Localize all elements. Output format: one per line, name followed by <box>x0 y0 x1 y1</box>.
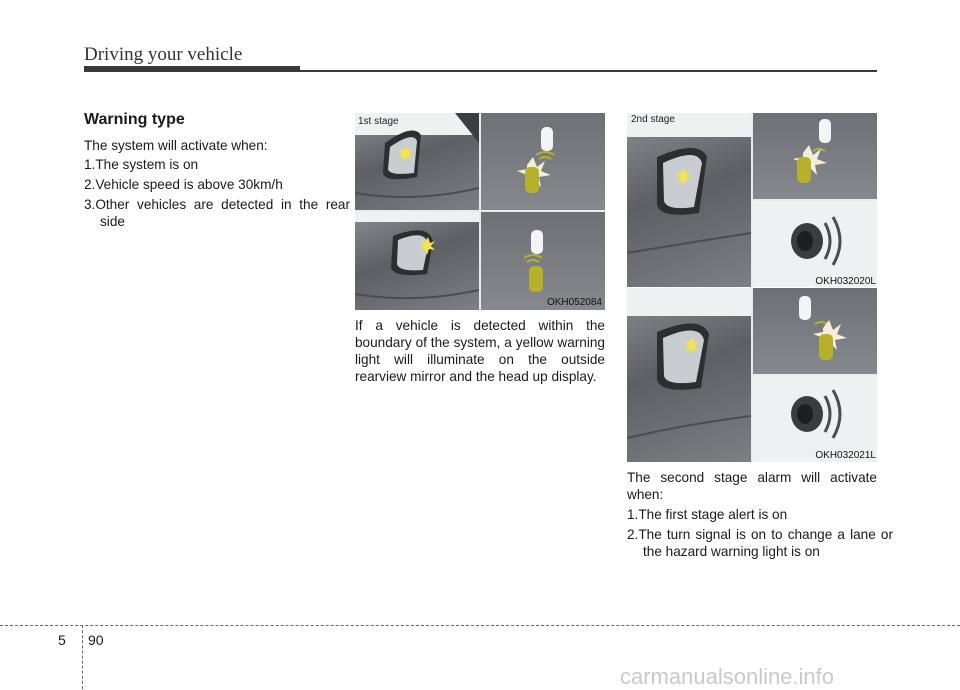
watermark: carmanualsonline.info <box>620 664 835 689</box>
header-rule <box>300 70 877 72</box>
road-panel-top <box>481 113 605 210</box>
car-icon <box>529 266 543 292</box>
speaker-icon <box>753 201 877 287</box>
footer-divider <box>82 625 83 689</box>
chapter-number: 5 <box>58 632 66 648</box>
road-illustration <box>753 288 877 374</box>
mirror-illustration <box>627 288 751 462</box>
header-bar <box>84 66 300 72</box>
mirror-panel <box>627 113 751 287</box>
intro-text: The system will activate when: <box>84 138 268 153</box>
footer-rule <box>0 625 960 626</box>
car-icon <box>797 157 811 183</box>
figure-code: OKH052084 <box>546 297 602 308</box>
figure-second-stage <box>627 113 877 287</box>
list-item: 2.Vehicle speed is above 30km/h <box>84 177 283 192</box>
car-icon <box>819 334 833 360</box>
mirror-illustration <box>627 113 751 287</box>
list-item: 2.The turn signal is on to change a lane or the hazard warning light is on <box>627 527 893 559</box>
mirror-illustration <box>355 212 479 310</box>
road-panel-bottom <box>481 212 605 310</box>
figure-code: OKH032021L <box>815 450 876 461</box>
list-item: 3.Other vehicles are detected in the rear side <box>84 197 350 229</box>
section-title: Warning type <box>84 111 185 128</box>
road-illustration <box>481 113 605 210</box>
figure-code: OKH032020L <box>815 276 876 287</box>
stage-label: 2nd stage <box>631 114 675 125</box>
middle-paragraph: If a vehicle is detected within the boundary of the system, a yellow warning light will illuminate on the outside rearview mirror and the head up display. <box>355 318 605 384</box>
header-title: Driving your vehicle <box>84 44 243 65</box>
list-item: 1.The system is on <box>84 157 199 172</box>
road-illustration <box>481 212 605 310</box>
mirror-panel-top <box>355 113 479 210</box>
page-number: 90 <box>88 632 104 648</box>
car-icon <box>525 167 539 193</box>
speaker-panel <box>753 201 877 287</box>
road-illustration <box>753 113 877 199</box>
road-panel <box>753 113 877 199</box>
mirror-panel <box>627 288 751 462</box>
road-panel <box>753 288 877 374</box>
mirror-illustration <box>355 113 479 210</box>
second-stage-intro: The second stage alarm will activate when: <box>627 470 877 502</box>
figure-second-stage-alt <box>627 288 877 462</box>
list-item: 1.The first stage alert is on <box>627 507 788 522</box>
figure-first-stage <box>355 113 605 310</box>
mirror-panel-bottom <box>355 212 479 310</box>
stage-label: 1st stage <box>358 116 399 127</box>
